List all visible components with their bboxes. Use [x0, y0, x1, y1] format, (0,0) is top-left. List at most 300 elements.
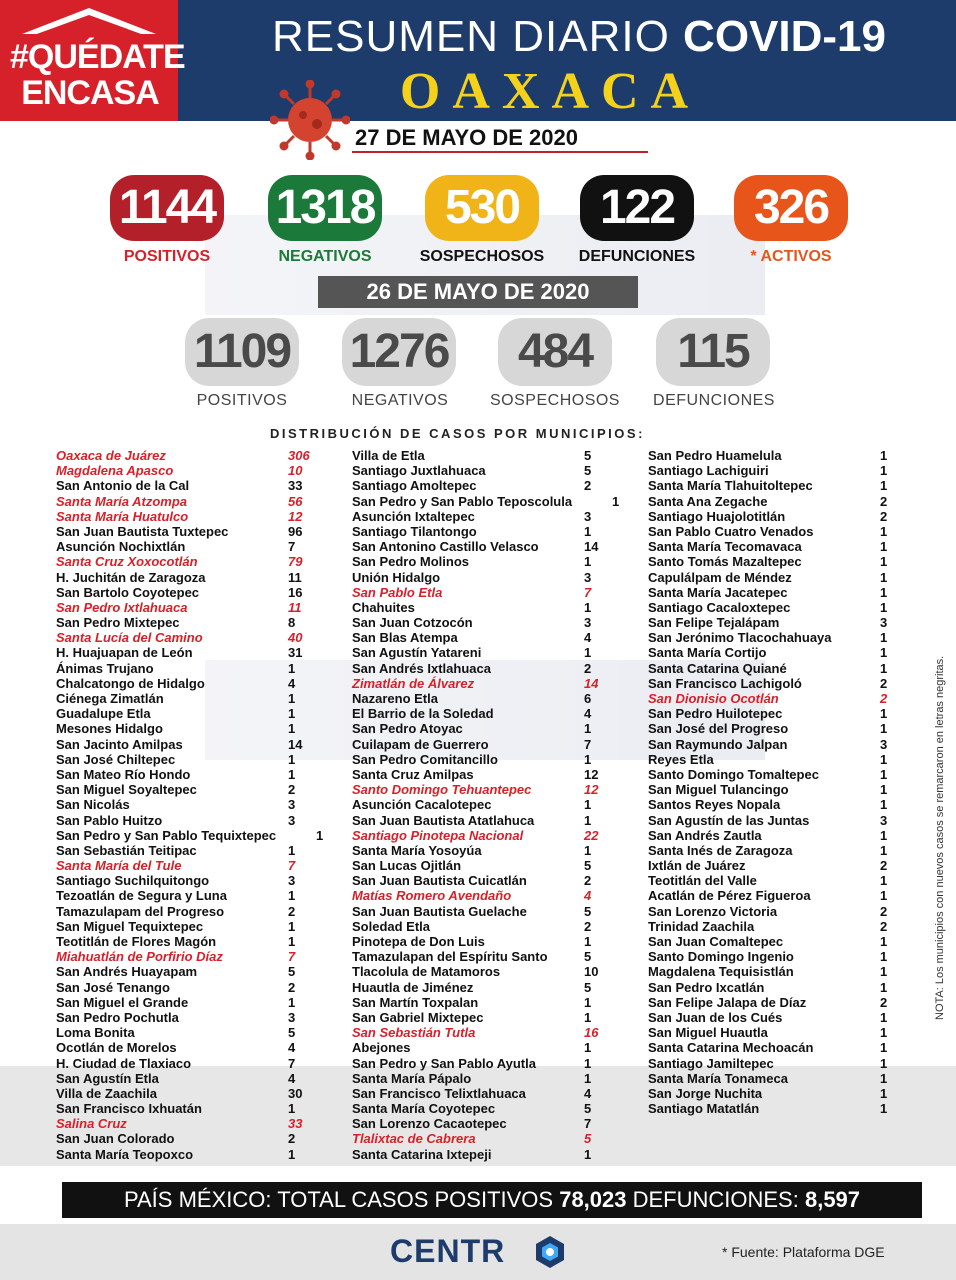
- municipality-row: [648, 721, 893, 736]
- municipality-cases: 4: [584, 1085, 592, 1101]
- municipality-row: [352, 676, 622, 691]
- municipality-name: Santa María Cortijo: [648, 645, 767, 661]
- municipality-row: [56, 934, 326, 949]
- municipality-row: [56, 509, 326, 524]
- today-date: 27 DE MAYO DE 2020: [355, 125, 578, 150]
- municipality-name: Santa Catarina Mechoacán: [648, 1040, 814, 1056]
- municipality-row: [648, 706, 893, 721]
- municipality-row: [648, 691, 893, 706]
- municipality-row: [352, 995, 622, 1010]
- municipality-cases: 2: [584, 918, 592, 934]
- municipality-name: Trinidad Zaachila: [648, 918, 755, 934]
- title-light: RESUMEN DIARIO: [272, 12, 684, 61]
- municipality-name: Santiago Matatlán: [648, 1101, 760, 1117]
- prev-positivos-label: POSITIVOS: [196, 392, 288, 409]
- municipality-row: [56, 888, 326, 903]
- municipality-cases: 1: [880, 569, 888, 585]
- municipality-cases: 10: [288, 463, 303, 479]
- municipality-name: Villa de Zaachila: [56, 1085, 157, 1101]
- municipality-name: San Andrés Ixtlahuaca: [352, 660, 491, 676]
- municipality-row: [352, 585, 622, 600]
- date-underline: [352, 151, 648, 153]
- municipality-cases: 5: [584, 1101, 592, 1117]
- municipality-name: Matías Romero Avendaño: [352, 888, 512, 904]
- municipality-cases: 2: [880, 994, 888, 1010]
- prev-defunciones-label: DEFUNCIONES: [653, 392, 775, 409]
- municipality-cases: 3: [288, 797, 296, 813]
- municipality-row: [648, 843, 893, 858]
- municipality-name: San Antonio de la Cal: [56, 478, 190, 494]
- stat-negativos-value: 1318: [268, 175, 382, 241]
- region-title: OAXACA: [399, 63, 701, 120]
- municipality-name: Santiago Huajolotitlán: [648, 508, 786, 524]
- municipality-row: [56, 645, 326, 660]
- municipality-row: [56, 1071, 326, 1086]
- municipality-name: Santa María Tecomavaca: [648, 539, 802, 555]
- municipality-row: [56, 843, 326, 858]
- municipality-name: San Lucas Ojitlán: [352, 858, 462, 874]
- municipality-name: San José Tenango: [56, 979, 170, 995]
- municipality-row: [648, 478, 893, 493]
- municipality-cases: 2: [584, 873, 592, 889]
- municipality-cases: 1: [880, 721, 888, 737]
- municipality-cases: 1: [288, 888, 296, 904]
- municipality-name: San Agustín Etla: [56, 1070, 159, 1086]
- municipality-name: San Pedro Mixtepec: [56, 615, 180, 631]
- stat-activos-label: * ACTIVOS: [750, 248, 832, 265]
- municipality-name: San Miguel Tequixtepec: [56, 918, 204, 934]
- municipality-row: [352, 964, 622, 979]
- municipality-cases: 2: [288, 979, 296, 995]
- municipality-name: Santa María Teopoxco: [56, 1146, 194, 1162]
- municipality-row: [352, 524, 622, 539]
- municipality-name: San Pablo Cuatro Venados: [648, 523, 814, 539]
- country-positive: 78,023: [559, 1187, 627, 1212]
- municipality-cases: 7: [288, 949, 296, 965]
- municipality-row: [56, 630, 326, 645]
- municipality-row: [56, 585, 326, 600]
- municipality-cases: 1: [288, 994, 296, 1010]
- municipality-name: San Juan Bautista Atatlahuca: [352, 812, 535, 828]
- municipality-name: San Francisco Lachigoló: [648, 675, 802, 691]
- municipality-name: El Barrio de la Soledad: [352, 706, 494, 722]
- municipality-name: Santa María Tlahuitoltepec: [648, 478, 813, 494]
- municipality-row: [56, 904, 326, 919]
- municipality-cases: 1: [316, 827, 324, 843]
- municipality-row: [56, 1056, 326, 1071]
- municipality-name: San Pedro Ixtlahuaca: [56, 599, 188, 615]
- municipality-cases: 7: [584, 736, 592, 752]
- municipality-cases: 1: [288, 842, 296, 858]
- municipality-name: San Blas Atempa: [352, 630, 458, 646]
- municipality-row: [56, 721, 326, 736]
- municipality-name: Huautla de Jiménez: [352, 979, 474, 995]
- municipality-cases: 1: [880, 1055, 888, 1071]
- municipality-row: [648, 767, 893, 782]
- municipality-cases: 1: [880, 751, 888, 767]
- municipality-row: [56, 1025, 326, 1040]
- municipality-row: [648, 524, 893, 539]
- municipality-name: Santa Inés de Zaragoza: [648, 842, 793, 858]
- municipality-row: [352, 691, 622, 706]
- municipality-name: Chalcatongo de Hidalgo: [56, 675, 205, 691]
- municipality-row: [648, 737, 893, 752]
- municipality-name: Villa de Etla: [352, 448, 425, 463]
- municipality-cases: 4: [584, 706, 592, 722]
- municipality-cases: 4: [288, 1040, 296, 1056]
- municipality-cases: 4: [288, 1070, 296, 1086]
- municipality-cases: 10: [584, 964, 599, 980]
- municipality-name: Loma Bonita: [56, 1025, 135, 1041]
- municipality-row: [352, 858, 622, 873]
- municipality-name: Santo Domingo Tomaltepec: [648, 766, 819, 782]
- municipality-row: [56, 615, 326, 630]
- stat-activos-value: 326: [734, 175, 848, 241]
- municipality-cases: 1: [880, 478, 888, 494]
- municipality-cases: 1: [584, 842, 592, 858]
- page-title: [272, 12, 886, 62]
- municipality-name: San Gabriel Mixtepec: [352, 1009, 484, 1025]
- municipality-row: [648, 448, 893, 463]
- municipality-name: Santa María Huatulco: [56, 508, 189, 524]
- municipality-row: [56, 1147, 326, 1162]
- municipality-cases: 2: [880, 858, 888, 874]
- municipality-row: [648, 585, 893, 600]
- municipality-name: Santiago Tilantongo: [352, 523, 477, 539]
- municipality-cases: 7: [288, 539, 296, 555]
- municipality-row: [352, 448, 622, 463]
- municipality-name: San José del Progreso: [648, 721, 789, 737]
- municipality-cases: 5: [584, 463, 592, 479]
- municipality-cases: 2: [880, 903, 888, 919]
- municipality-cases: 14: [288, 736, 303, 752]
- municipality-row: [352, 1056, 622, 1071]
- municipality-row: [352, 645, 622, 660]
- municipality-row: [56, 691, 326, 706]
- municipality-row: [648, 554, 893, 569]
- municipality-name: San Juan Bautista Cuicatlán: [352, 873, 527, 889]
- municipality-row: [352, 782, 622, 797]
- municipality-row: [352, 494, 622, 509]
- municipality-row: [648, 828, 893, 843]
- municipality-name: San Juan Bautista Tuxtepec: [56, 523, 229, 539]
- municipality-name: Oaxaca de Juárez: [56, 448, 166, 463]
- municipality-row: [352, 919, 622, 934]
- municipality-cases: 1: [880, 827, 888, 843]
- municipality-row: [352, 463, 622, 478]
- municipality-row: [648, 949, 893, 964]
- municipality-cases: 7: [288, 1055, 296, 1071]
- municipality-row: [648, 1010, 893, 1025]
- municipality-name: Guadalupe Etla: [56, 706, 151, 722]
- municipality-name: Santiago Juxtlahuaca: [352, 463, 486, 479]
- municipality-cases: 2: [880, 493, 888, 509]
- municipality-cases: 3: [584, 569, 592, 585]
- municipality-name: Salina Cruz: [56, 1116, 127, 1132]
- municipality-name: Tezoatlán de Segura y Luna: [56, 888, 227, 904]
- municipality-name: Tlalixtac de Cabrera: [352, 1131, 476, 1147]
- municipality-name: Santa Catarina Quiané: [648, 660, 787, 676]
- municipality-cases: 2: [880, 675, 888, 691]
- municipality-name: San Antonino Castillo Velasco: [352, 539, 539, 555]
- municipality-name: Santa María Pápalo: [352, 1070, 472, 1086]
- municipality-name: Asunción Ixtaltepec: [352, 508, 475, 524]
- municipality-row: [648, 858, 893, 873]
- municipality-row: [648, 661, 893, 676]
- municipality-row: [648, 888, 893, 903]
- municipality-cases: 1: [584, 523, 592, 539]
- municipality-row: [56, 1010, 326, 1025]
- municipality-cases: 1: [880, 888, 888, 904]
- municipality-name: Santa Catarina Ixtepeji: [352, 1146, 492, 1162]
- municipality-name: San Lorenzo Cacaotepec: [352, 1116, 507, 1132]
- municipality-cases: 33: [288, 1116, 303, 1132]
- municipality-row: [56, 554, 326, 569]
- municipality-name: San Pedro Pochutla: [56, 1009, 179, 1025]
- municipality-name: Abejones: [352, 1040, 411, 1056]
- municipality-cases: 1: [584, 1040, 592, 1056]
- municipality-cases: 1: [880, 1040, 888, 1056]
- municipality-name: San Sebastián Tutla: [352, 1025, 476, 1041]
- municipality-row: [648, 1040, 893, 1055]
- municipality-cases: 1: [288, 660, 296, 676]
- centro-hex-icon: [533, 1235, 567, 1269]
- municipality-cases: 3: [880, 812, 888, 828]
- municipality-cases: 4: [584, 630, 592, 646]
- municipality-cases: 8: [288, 615, 296, 631]
- municipality-row: [56, 494, 326, 509]
- prev-sospechosos-value: 484: [498, 318, 612, 386]
- municipality-cases: 7: [288, 858, 296, 874]
- municipality-cases: 1: [288, 918, 296, 934]
- municipality-name: San Pablo Etla: [352, 584, 443, 600]
- municipality-cases: 5: [584, 903, 592, 919]
- municipality-row: [648, 1056, 893, 1071]
- municipality-row: [648, 539, 893, 554]
- municipality-name: San Martín Toxpalan: [352, 994, 479, 1010]
- municipality-cases: 1: [880, 1009, 888, 1025]
- municipality-row: [352, 1071, 622, 1086]
- municipality-cases: 1: [880, 554, 888, 570]
- municipality-name: H. Ciudad de Tlaxiaco: [56, 1055, 192, 1071]
- municipality-cases: 31: [288, 645, 303, 661]
- municipality-row: [352, 752, 622, 767]
- municipality-cases: 1: [880, 934, 888, 949]
- municipality-row: [648, 919, 893, 934]
- municipality-row: [648, 630, 893, 645]
- municipality-row: [56, 995, 326, 1010]
- municipality-name: Ixtlán de Juárez: [648, 858, 746, 874]
- municipality-name: San José Chiltepec: [56, 751, 176, 767]
- municipality-row: [56, 676, 326, 691]
- municipality-row: [56, 782, 326, 797]
- municipality-row: [648, 782, 893, 797]
- municipality-name: Santa María Tonameca: [648, 1070, 788, 1086]
- municipality-name: San Pedro y San Pablo Teposcolula: [352, 493, 573, 509]
- municipality-cases: 1: [880, 448, 888, 463]
- municipality-row: [648, 600, 893, 615]
- municipality-cases: 1: [584, 751, 592, 767]
- municipality-name: Santiago Amoltepec: [352, 478, 477, 494]
- municipality-row: [352, 1131, 622, 1146]
- municipality-row: [352, 767, 622, 782]
- municipality-name: San Pedro Atoyac: [352, 721, 463, 737]
- municipality-row: [352, 813, 622, 828]
- municipality-name: H. Huajuapan de León: [56, 645, 193, 661]
- municipality-name: Santo Tomás Mazaltepec: [648, 554, 802, 570]
- municipality-cases: 2: [288, 782, 296, 798]
- municipality-name: Zimatlán de Álvarez: [352, 675, 475, 691]
- country-deaths: 8,597: [804, 1187, 861, 1212]
- municipality-name: San Francisco Ixhuatán: [56, 1101, 202, 1117]
- prev-sospechosos-label: SOSPECHOSOS: [490, 392, 620, 409]
- municipality-cases: 1: [288, 1146, 296, 1162]
- stat-sospechosos-label: SOSPECHOSOS: [419, 248, 545, 265]
- municipality-cases: 14: [584, 675, 599, 691]
- municipality-name: San Mateo Río Hondo: [56, 766, 191, 782]
- municipality-row: [648, 1025, 893, 1040]
- municipality-cases: 3: [288, 812, 296, 828]
- municipality-cases: 1: [880, 706, 888, 722]
- municipality-cases: 1: [584, 934, 592, 949]
- municipality-cases: 1: [880, 949, 888, 965]
- country-totals-bar: [62, 1182, 922, 1218]
- municipality-row: [648, 752, 893, 767]
- prev-positivos-value: 1109: [185, 318, 299, 386]
- municipality-row: [56, 570, 326, 585]
- municipality-cases: 4: [584, 888, 592, 904]
- municipality-row: [56, 1101, 326, 1116]
- municipality-row: [648, 904, 893, 919]
- municipality-row: [352, 1010, 622, 1025]
- municipality-row: [352, 630, 622, 645]
- municipality-cases: 40: [288, 630, 303, 646]
- prev-defunciones-value: 115: [656, 318, 770, 386]
- municipality-cases: 1: [584, 812, 592, 828]
- municipality-row: [56, 478, 326, 493]
- municipality-row: [352, 706, 622, 721]
- municipality-name: Acatlán de Pérez Figueroa: [648, 888, 811, 904]
- municipality-name: San Jerónimo Tlacochahuaya: [648, 630, 832, 646]
- municipality-row: [56, 1131, 326, 1146]
- stat-sospechosos-value: 530: [425, 175, 539, 241]
- municipality-name: San Juan Cotzocón: [352, 615, 473, 631]
- municipality-row: [648, 1101, 893, 1116]
- municipality-name: San Pedro Huilotepec: [648, 706, 783, 722]
- municipality-name: San Bartolo Coyotepec: [56, 584, 200, 600]
- campaign-line-1: #QUÉDATE: [10, 38, 185, 76]
- side-note: NOTA: Los municipios con nuevos casos se remarcaron en letras negritas.: [934, 655, 946, 1020]
- municipality-name: Chahuites: [352, 599, 415, 615]
- municipality-cases: 1: [584, 1009, 592, 1025]
- municipality-row: [648, 494, 893, 509]
- municipality-name: Magdalena Apasco: [56, 463, 174, 479]
- municipality-row: [648, 645, 893, 660]
- municipality-name: Santiago Suchilquitongo: [56, 873, 210, 889]
- municipality-cases: 1: [880, 645, 888, 661]
- municipality-row: [56, 797, 326, 812]
- municipality-name: San Agustín de las Juntas: [648, 812, 810, 828]
- municipality-cases: 1: [584, 797, 592, 813]
- municipality-name: San Lorenzo Victoria: [648, 903, 778, 919]
- municipality-name: San Pedro y San Pablo Ayutla: [352, 1055, 536, 1071]
- municipality-row: [352, 828, 622, 843]
- municipality-cases: 1: [880, 964, 888, 980]
- municipality-name: Santa Lucía del Camino: [56, 630, 203, 646]
- municipality-row: [56, 858, 326, 873]
- municipality-column-3: [648, 448, 893, 1116]
- municipality-row: [56, 828, 326, 843]
- municipality-cases: 1: [880, 630, 888, 646]
- municipality-row: [648, 934, 893, 949]
- municipality-name: San Miguel Tulancingo: [648, 782, 789, 798]
- municipality-cases: 16: [288, 584, 303, 600]
- municipality-name: Pinotepa de Don Luis: [352, 934, 485, 949]
- municipality-cases: 12: [288, 508, 303, 524]
- municipality-name: Santiago Lachiguiri: [648, 463, 769, 479]
- municipality-name: Santiago Jamiltepec: [648, 1055, 774, 1071]
- municipality-name: San Pedro Molinos: [352, 554, 470, 570]
- municipality-row: [56, 706, 326, 721]
- municipality-cases: 1: [288, 1101, 296, 1117]
- municipality-cases: 1: [880, 463, 888, 479]
- municipality-row: [352, 509, 622, 524]
- municipality-name: San Felipe Jalapa de Díaz: [648, 994, 807, 1010]
- municipality-row: [352, 570, 622, 585]
- municipality-name: San Miguel Huautla: [648, 1025, 768, 1041]
- municipality-name: Reyes Etla: [648, 751, 714, 767]
- municipality-cases: 11: [288, 599, 302, 615]
- municipality-name: Asunción Nochixtlán: [56, 539, 186, 555]
- municipality-name: San Jorge Nuchita: [648, 1085, 763, 1101]
- municipality-cases: 1: [880, 1085, 888, 1101]
- municipality-cases: 1: [880, 782, 888, 798]
- municipality-cases: 7: [584, 1116, 592, 1132]
- municipality-cases: 1: [880, 660, 888, 676]
- municipality-row: [352, 478, 622, 493]
- municipality-cases: 5: [584, 858, 592, 874]
- municipality-row: [56, 463, 326, 478]
- municipality-cases: 3: [288, 1009, 296, 1025]
- municipality-row: [56, 1116, 326, 1131]
- municipality-cases: 1: [880, 797, 888, 813]
- municipality-name: Santos Reyes Nopala: [648, 797, 781, 813]
- municipality-cases: 1: [880, 842, 888, 858]
- municipality-name: San Jacinto Amilpas: [56, 736, 183, 752]
- municipality-name: Capulálpam de Méndez: [648, 569, 792, 585]
- municipality-row: [56, 1040, 326, 1055]
- municipality-row: [352, 1147, 622, 1162]
- municipality-cases: 2: [288, 903, 296, 919]
- municipality-name: H. Juchitán de Zaragoza: [56, 569, 206, 585]
- stat-positivos-value: 1144: [110, 175, 224, 241]
- municipality-cases: 1: [584, 1070, 592, 1086]
- municipality-cases: 5: [584, 949, 592, 965]
- municipality-column-2: [352, 448, 622, 1162]
- municipality-name: San Pedro y San Pablo Tequixtepec: [56, 827, 277, 843]
- municipality-name: San Agustín Yatareni: [352, 645, 482, 661]
- municipality-row: [352, 737, 622, 752]
- centro-logo: CENTR: [390, 1233, 506, 1269]
- municipality-row: [56, 873, 326, 888]
- previous-date: 26 DE MAYO DE 2020: [318, 276, 638, 308]
- municipality-row: [352, 600, 622, 615]
- municipality-row: [352, 615, 622, 630]
- municipality-row: [352, 873, 622, 888]
- prev-negativos-label: NEGATIVOS: [351, 392, 449, 409]
- municipality-cases: 5: [584, 1131, 592, 1147]
- municipality-cases: 7: [584, 584, 592, 600]
